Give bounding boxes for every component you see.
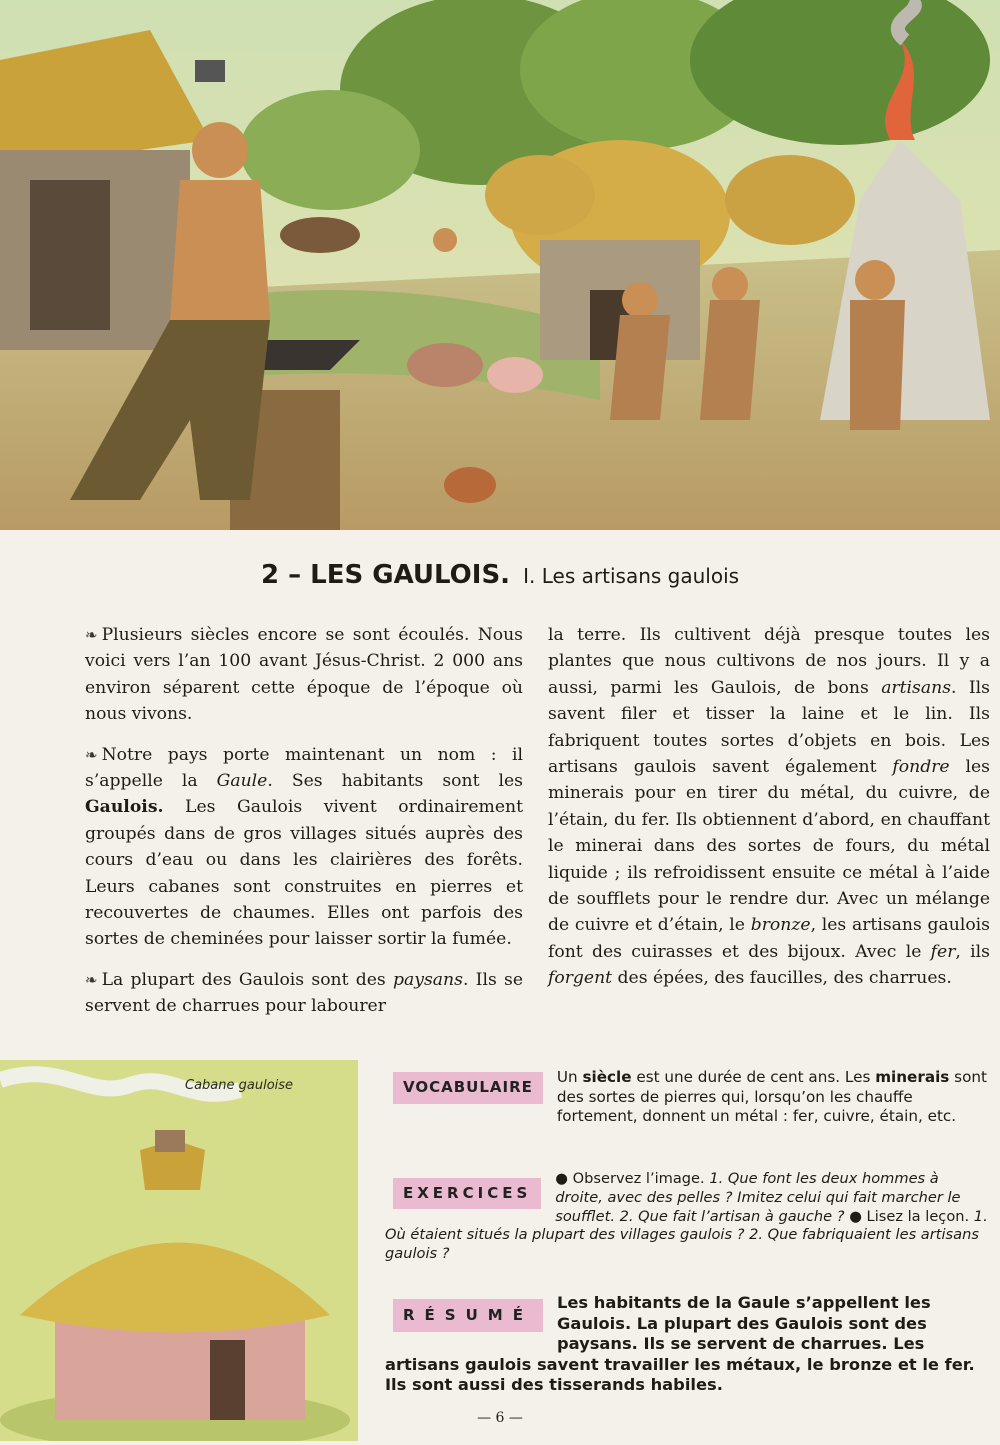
paragraph-1: ❧ Plusieurs siècles encore se sont écoulés. Nous voici vers l’an 100 avant Jésus-Christ. 2 000 ans environ séparent cette époque de l’époque où nous vivons. xyxy=(85,625,523,725)
exercises-label: EXERCICES xyxy=(393,1178,541,1209)
text-column-right xyxy=(548,622,990,992)
paragraph-3: ❧ La plupart des Gaulois sont des paysans. Ils se servent de charrues pour labourer xyxy=(85,969,524,1017)
lesson-title: I. Les artisans gaulois xyxy=(523,564,740,588)
leaf-bullet-icon: ❧ xyxy=(85,970,98,989)
page-number: — 6 — xyxy=(477,1410,523,1426)
text-column-left xyxy=(85,622,523,1020)
gaulish-village-illustration xyxy=(0,0,1000,530)
hut-illustration-panel xyxy=(0,1060,358,1441)
paragraph-2: ❧ Notre pays porte maintenant un nom : il s’appelle la Gaule. Ses habitants sont les Gaulois. Les Gaulois vivent ordinairement groupés dans de gros villages situés auprès des cours d’eau ou dans les clairières des forêts. Leurs cabanes sont construites en pierres et recouvertes de chaumes. Elles ont parfois des sortes de cheminées pour laisser sortir la fumée. xyxy=(85,744,523,950)
leaf-bullet-icon: ❧ xyxy=(85,626,98,644)
lesson-heading xyxy=(0,560,1000,590)
summary-box: RÉSUMÉ Les habitants de la Gaule s’appellent les Gaulois. La plupart des Gaulois sont des paysans. Ils se servent de charrues. Les artisans gaulois savent travailler les métaux, le bronze et le fer. Ils sont aussi des tisserands habiles. xyxy=(385,1293,975,1394)
vocabulary-label: VOCABULAIRE xyxy=(393,1072,543,1104)
chapter-title: 2 – LES GAULOIS. xyxy=(260,560,511,590)
hut-caption: Cabane gauloise xyxy=(185,1078,294,1093)
exercises-box: EXERCICES ● Observez l’image. 1. Que font les deux hommes à droite, avec des pelles ? Imitez celui qui fait marcher le soufflet. 2. Que fait l’artisan à gauche ? ● Lisez la leçon. 1. Où étaient situés la plupart des villages gaulois ? 2. Que fabriquaient les artisans gaulois ? xyxy=(385,1170,988,1263)
vocabulary-box: VOCABULAIRE Un siècle est une durée de cent ans. Les minerais sont des sortes de pierres qui, lorsqu’on les chauffe fortement, donnent un métal : fer, cuivre, étain, etc. xyxy=(385,1068,990,1127)
gaulish-hut-illustration xyxy=(0,1060,358,1441)
leaf-bullet-icon: ❧ xyxy=(85,745,98,764)
paragraph-continued: la terre. Ils cultivent déjà presque toutes les plantes que nous cultivons de nos jours. Il y a aussi, parmi les Gaulois, de bons artisans. Ils savent filer et tisser la laine et le lin. Ils fabriquent toutes sortes d’objets en bois. Les artisans gaulois savent également fondre les minerais pour en tirer du métal, du cuivre, de l’étain, du fer. Ils obtiennent d’abord, en chauffant le minerai dans des sortes de fours, du métal liquide ; ils refroidissent ensuite ce métal à l’aide de soufflets pour le rendre dur. Avec un mélange de cuivre et d’étain, le bronze, les artisans gaulois font des cuirasses et des bijoux. Avec le fer, ils forgent des épées, des faucilles, des charrues. xyxy=(548,625,991,989)
summary-label: RÉSUMÉ xyxy=(393,1299,543,1332)
